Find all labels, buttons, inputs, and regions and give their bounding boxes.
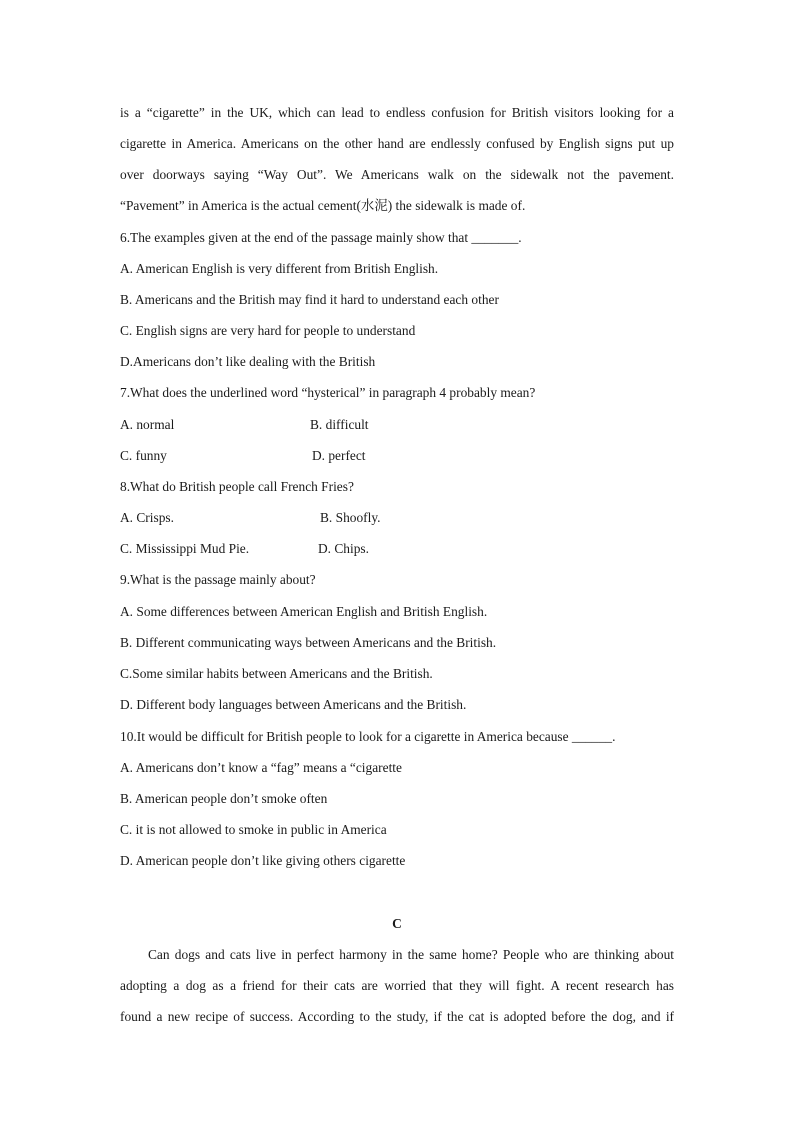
question-8-option-a: A. Crisps. (120, 510, 174, 525)
question-7-option-c: C. funny (120, 448, 167, 463)
section-c-line: adopting a dog as a friend for their cats are worried that they will fight. A recent research has (120, 978, 674, 993)
question-6-option-b: B. Americans and the British may find it hard to understand each other (120, 292, 499, 307)
question-8-option-b: B. Shoofly. (320, 510, 381, 525)
question-6-option-a: A. American English is very different from British English. (120, 261, 439, 276)
passage-line: cigarette in America. Americans on the other hand are endlessly confused by English signs put up (120, 136, 674, 151)
question-8-stem: 8.What do British people call French Fries? (120, 479, 354, 494)
question-8-row-ab (120, 509, 674, 527)
question-9-option-d: D. Different body languages between Americans and the British. (120, 697, 467, 712)
question-6-option-c: C. English signs are very hard for people to understand (120, 323, 416, 338)
question-9-option-b: B. Different communicating ways between Americans and the British. (120, 635, 497, 650)
passage-line: is a “cigarette” in the UK, which can lead to endless confusion for British visitors looking for a (120, 105, 674, 120)
section-c-line: Can dogs and cats live in perfect harmony in the same home? People who are thinking about (148, 947, 674, 962)
question-7-row-cd (120, 447, 674, 465)
question-8-row-cd (120, 540, 674, 558)
question-9-option-c: C.Some similar habits between Americans and the British. (120, 666, 433, 681)
question-7-row-ab (120, 416, 674, 434)
question-7-stem: 7.What does the underlined word “hysterical” in paragraph 4 probably mean? (120, 385, 536, 400)
question-6-option-d: D.Americans don’t like dealing with the British (120, 354, 376, 369)
question-9-stem: 9.What is the passage mainly about? (120, 572, 316, 587)
question-8-option-c: C. Mississippi Mud Pie. (120, 541, 250, 556)
section-c-line: found a new recipe of success. According to the study, if the cat is adopted before the dog, and if (120, 1009, 674, 1024)
question-7-option-b: B. difficult (310, 417, 369, 432)
section-c-heading: C (392, 916, 402, 931)
passage-line: “Pavement” in America is the actual cement(水泥) the sidewalk is made of. (120, 198, 526, 213)
question-9-option-a: A. Some differences between American English and British English. (120, 604, 488, 619)
question-10-option-b: B. American people don’t smoke often (120, 791, 328, 806)
question-8-option-d: D. Chips. (318, 541, 369, 556)
question-10-option-a: A. Americans don’t know a “fag” means a “cigarette (120, 760, 402, 775)
question-10-option-d: D. American people don’t like giving others cigarette (120, 853, 406, 868)
question-10-stem: 10.It would be difficult for British people to look for a cigarette in America because ______. (120, 729, 616, 744)
passage-line: over doorways saying “Way Out”. We Americans walk on the sidewalk not the pavement. (120, 167, 674, 182)
question-7-option-a: A. normal (120, 417, 175, 432)
question-10-option-c: C. it is not allowed to smoke in public in America (120, 822, 387, 837)
question-6-stem: 6.The examples given at the end of the passage mainly show that _______. (120, 230, 522, 245)
question-7-option-d: D. perfect (312, 448, 366, 463)
